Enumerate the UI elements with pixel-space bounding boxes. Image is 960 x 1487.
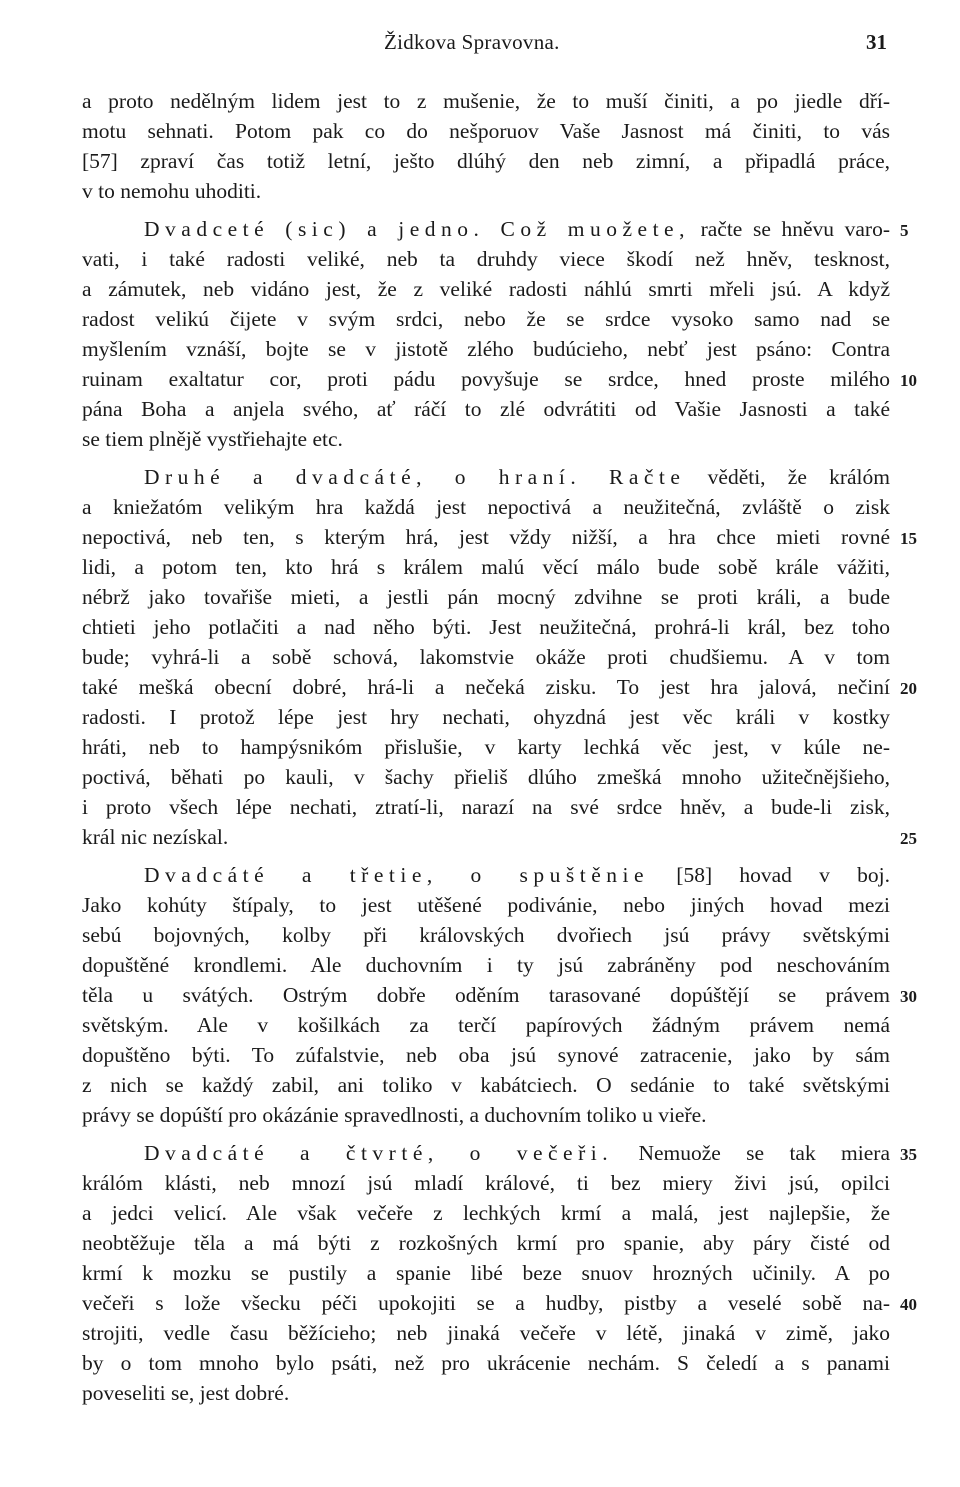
- text-line: dopuštěno býti. To zúfalstvie, neb oba jsú synové zatracenie, jako by sám: [82, 1043, 890, 1067]
- line-number: 10: [900, 371, 917, 390]
- heading-continuation: Což muožete,: [484, 217, 690, 241]
- text-line: vati, i také radosti veliké, neb ta druhdy viece škodí než hněv, tesknost,: [82, 247, 890, 271]
- text-line: nepoctivá, neb ten, s kterým hrá, jest vždy nižší, a hra chce mieti rovné: [82, 525, 890, 549]
- text-line: král nic nezískal.: [82, 825, 229, 849]
- text-line: právy se dopúští pro okázánie spravedlnosti, a duchovním toliko u vieře.: [82, 1103, 707, 1127]
- paragraph: [82, 86, 890, 206]
- text-line: strojiti, vedle času běžícieho; neb jinaká večeře v létě, jinaká v zimě, jako: [82, 1321, 890, 1345]
- text-line: sebú bojovných, kolby při královských dvořiech jsú právy světskými: [82, 923, 890, 947]
- paragraph: [82, 1138, 890, 1408]
- text-line: lidi, a potom ten, kto hrá s králem malú věcí málo bude sobě krále vážiti,: [82, 555, 890, 579]
- text-line: a jedci velicí. Ale však večeře z lechkých krmí a malá, jest najlepšie, že: [82, 1201, 890, 1225]
- line-number: 20: [900, 679, 917, 698]
- section-heading: Druhé a dvadcáté, o hraní.: [144, 465, 582, 489]
- text-line: nébrž jako tovařiše mieti, a jestli pán mocný zdvihne se proti králi, a bude: [82, 585, 890, 609]
- text-line: [82, 1138, 890, 1168]
- text-line: v to nemohu uhoditi.: [82, 179, 262, 203]
- text-line: i proto všech lépe nechati, ztratí-li, narazí na své srdce hněv, a bude-li zisk,: [82, 795, 890, 819]
- text-line: pána Boha a anjela svého, ať ráčí to zlé odvrátiti od Vašie Jasnosti a také: [82, 397, 890, 421]
- text-line: motu sehnati. Potom pak co do nešporuov Vaše Jasnost má činiti, to vás: [82, 119, 890, 143]
- text-line: večeři s lože všecku péči upokojiti se a hudby, pistby a veselé sobě na-: [82, 1291, 890, 1315]
- text-line: dopuštěné krondlemi. Ale duchovním i ty jsú zabráněny pod neschováním: [82, 953, 890, 977]
- text-line: králóm klásti, neb mnozí jsú mladí králové, ti bez miery živi jsú, opilci: [82, 1171, 890, 1195]
- text-line: by o tom mnoho bylo psáti, než pro ukrácenie nechám. S čeledí a s panami: [82, 1351, 890, 1375]
- text-line: chtieti jeho potlačiti a nad něho býti. Jest neužitečná, prohrá-li král, bez toho: [82, 615, 890, 639]
- line-number: 40: [900, 1295, 917, 1314]
- text-line: ruinam exaltatur cor, proti pádu povyšuje se srdce, hned proste milého: [82, 367, 890, 391]
- page-number: 31: [866, 30, 887, 54]
- text-line: krmí k mozku se pustily a spanie libé beze snuov hrozných učinily. A po: [82, 1261, 890, 1285]
- text-line: poveseliti se, jest dobré.: [82, 1381, 290, 1405]
- paragraph: [82, 860, 890, 1130]
- text-line: a kniežatóm velikým hra každá jest nepoctivá a neužitečná, zvláště o zisk: [82, 495, 890, 519]
- text-line: se tiem plnějě vystřiehajte etc.: [82, 427, 343, 451]
- heading-line-text: Nemuože se tak miera: [613, 1141, 891, 1165]
- line-number: 30: [900, 987, 917, 1006]
- text-line: z nich se každý zabil, ani toliko v kabátciech. O sedánie to také světskými: [82, 1073, 890, 1097]
- section-heading: Dvadcáté a třetie, o spuštěnie: [144, 863, 650, 887]
- text-line: bude; vyhrá-li a sobě schová, lakomstvie okáže proti chudšiemu. A v tom: [82, 645, 890, 669]
- text-line: poctivá, běhati po kauli, v šachy přieliš dlúho zmešká mnoho užitečnějšieho,: [82, 765, 890, 789]
- section-heading: Dvadcáté a čtvrté, o večeři.: [144, 1141, 614, 1165]
- text-line: myšlením vznáší, bojte se v jistotě zlého budúcieho, nebť jest psáno: Contra: [82, 337, 890, 361]
- text-line: [82, 462, 890, 492]
- text-line: [82, 214, 890, 244]
- text-line: [82, 860, 890, 890]
- line-number: 35: [900, 1145, 917, 1164]
- text-line: radost velikú čijete v svým srdci, nebo že se srdce vysoko samo nad se: [82, 307, 890, 331]
- text-line: světským. Ale v košilkách za terčí papírových žádným právem nemá: [82, 1013, 890, 1037]
- text-line: neobtěžuje těla a má býti z rozkošných krmí pro spanie, aby páry čisté od: [82, 1231, 890, 1255]
- line-number: 15: [900, 529, 917, 548]
- text-line: Jako kohúty štípaly, to jest utěšené podivánie, nebo jiných hovad mezi: [82, 893, 890, 917]
- text-line: a proto nedělným lidem jest to z mušenie, že to muší činiti, a po jiedle dří-: [82, 89, 890, 113]
- line-number: 25: [900, 829, 917, 848]
- heading-continuation: Račte: [581, 465, 686, 489]
- line-number: 5: [900, 221, 909, 240]
- heading-line-text: [58] hovad v boj.: [649, 863, 890, 887]
- heading-line-text: věděti, že králóm: [685, 465, 890, 489]
- text-line: a zámutek, neb vidáno jest, že z veliké radosti náhlú smrti mřeli jsú. A když: [82, 277, 890, 301]
- running-title: Židkova Spravovna.: [384, 30, 560, 54]
- paragraph: [82, 462, 890, 852]
- text-line: také mešká obecní dobré, hrá-li a nečeká zisku. To jest hra jalová, nečiní: [82, 675, 890, 699]
- heading-line-text: račte se hněvu varo-: [689, 217, 890, 241]
- text-line: radosti. I protož lépe jest hry nechati, ohyzdná jest věc králi v kostky: [82, 705, 890, 729]
- paragraph: [82, 214, 890, 454]
- body-text: [82, 86, 890, 1408]
- text-line: těla u svátých. Ostrým dobře oděním tarasované dopúštějí se právem: [82, 983, 890, 1007]
- section-heading: Dvadceté (sic) a jedno.: [144, 217, 485, 241]
- text-line: [57] zpraví čas totiž letní, ješto dlúhý den neb zimní, a připadlá práce,: [82, 149, 890, 173]
- page-header: [0, 30, 960, 60]
- text-line: hráti, neb to hampýsnikóm přislušie, v karty lechká věc jest, v kúle ne-: [82, 735, 890, 759]
